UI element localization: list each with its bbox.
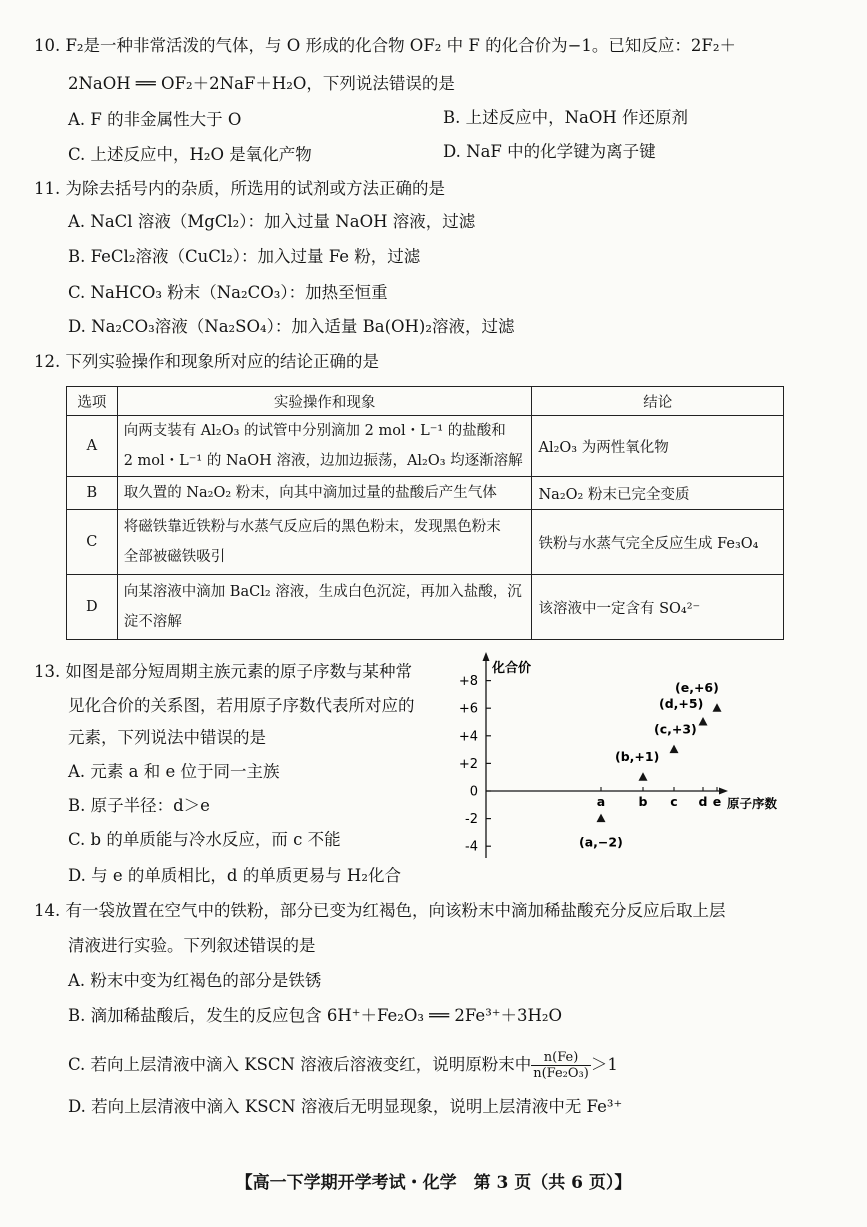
x-tick-label: e (712, 794, 722, 809)
data-point-marker (713, 703, 722, 712)
ratio-fraction (531, 1050, 591, 1081)
y-axis-arrow (483, 652, 490, 661)
data-point-label: (e,+6) (675, 680, 719, 696)
y-axis-title: 化合价 (492, 661, 532, 676)
table-row (67, 510, 784, 575)
y-tick-label: +4 (458, 729, 478, 745)
q10-option-c: C. 上述反应中，H₂O 是氧化产物 (68, 145, 312, 164)
q14-option-c (68, 1048, 618, 1082)
x-tick-label: d (698, 794, 708, 809)
header-option: 选项 (67, 387, 118, 416)
row-operation (117, 510, 532, 575)
q11-option-b: B. FeCl₂溶液（CuCl₂）：加入过量 Fe 粉，过滤 (68, 247, 421, 266)
y-tick-label: +6 (458, 701, 478, 717)
q10-option-b: B. 上述反应中，NaOH 作还原剂 (443, 108, 689, 127)
q10-stem-line2: 2NaOH ══ OF₂＋2NaF＋H₂O，下列说法错误的是 (68, 74, 455, 93)
row-conclusion: Al₂O₃ 为两性氧化物 (532, 416, 784, 477)
q13-option-a: A. 元素 a 和 e 位于同一主族 (68, 762, 280, 781)
data-point-label: (b,+1) (615, 749, 660, 765)
data-points (579, 680, 722, 849)
row-option: D (67, 575, 118, 640)
table-header-row (67, 387, 784, 416)
header-operation: 实验操作和现象 (117, 387, 532, 416)
row-conclusion: 铁粉与水蒸气完全反应生成 Fe₃O₄ (532, 510, 784, 575)
data-point-marker (639, 772, 648, 781)
y-tick-label: -2 (465, 812, 478, 828)
q13-stem-line2: 见化合价的关系图，若用原子序数代表所对应的 (68, 696, 415, 715)
x-ticks (597, 787, 721, 809)
q13-option-d: D. 与 e 的单质相比，d 的单质更易与 H₂化合 (68, 866, 401, 885)
row-conclusion: Na₂O₂ 粉末已完全变质 (532, 477, 784, 510)
q13-option-c: C. b 的单质能与冷水反应，而 c 不能 (68, 830, 341, 849)
y-tick-label: 0 (469, 784, 478, 800)
q14-stem-line2: 清液进行实验。下列叙述错误的是 (68, 936, 316, 955)
table-row (67, 477, 784, 510)
row-option: B (67, 477, 118, 510)
table-row (67, 416, 784, 477)
row-operation-line: 淀不溶解 (123, 614, 182, 630)
experiment-table (66, 386, 784, 640)
q14-stem-line1: 14. 有一袋放置在空气中的铁粉，部分已变为红褐色，向该粉末中滴加稀盐酸充分反应后取上层 (34, 901, 726, 920)
row-option: A (67, 416, 118, 477)
row-operation-line: 全部被磁铁吸引 (123, 549, 226, 565)
y-tick-label: +2 (458, 756, 478, 772)
data-point-marker (699, 717, 708, 726)
data-point-marker (670, 745, 679, 754)
q10-option-d: D. NaF 中的化学键为离子键 (443, 142, 656, 161)
row-operation-line: 向某溶液中滴加 BaCl₂ 溶液，生成白色沉淀，再加入盐酸，沉 (123, 584, 522, 600)
row-option: C (67, 510, 118, 575)
y-tick-label: +8 (458, 674, 478, 690)
data-point-label: (c,+3) (654, 721, 697, 737)
row-conclusion: 该溶液中一定含有 SO₄²⁻ (532, 575, 784, 640)
x-tick-label: c (670, 794, 678, 809)
data-point-marker (597, 814, 606, 823)
x-axis-title: 原子序数 (727, 796, 778, 811)
ratio-denominator: n(Fe₂O₃) (533, 1066, 589, 1081)
row-operation (117, 575, 532, 640)
q14-option-d: D. 若向上层清液中滴入 KSCN 溶液后无明显现象，说明上层清液中无 Fe³⁺ (68, 1097, 623, 1116)
q13-stem-line1: 13. 如图是部分短周期主族元素的原子序数与某种常 (34, 662, 412, 681)
q14-option-a: A. 粉末中变为红褐色的部分是铁锈 (68, 971, 322, 990)
q13-option-b: B. 原子半径：d＞e (68, 796, 210, 815)
page-footer: 【高一下学期开学考试・化学 第 3 页（共 6 页）】 (235, 1173, 632, 1193)
row-operation-line: 2 mol・L⁻¹ 的 NaOH 溶液，边加边振荡，Al₂O₃ 均逐渐溶解 (123, 453, 523, 469)
row-operation-line: 向两支装有 Al₂O₃ 的试管中分别滴加 2 mol・L⁻¹ 的盐酸和 (123, 423, 506, 439)
ratio-numerator: n(Fe) (531, 1050, 591, 1066)
q14-option-c-text: C. 若向上层清液中滴入 KSCN 溶液后溶液变红，说明原粉末中 (68, 1055, 532, 1074)
header-conclusion: 结论 (532, 387, 784, 416)
x-tick-label: a (596, 794, 606, 809)
row-operation (117, 416, 532, 477)
q10-stem-line1: 10. F₂是一种非常活泼的气体，与 O 形成的化合物 OF₂ 中 F 的化合价为−1。已知反应：2F₂＋ (34, 36, 736, 55)
valence-chart (440, 650, 800, 865)
q11-stem: 11. 为除去括号内的杂质，所选用的试剂或方法正确的是 (34, 179, 445, 198)
q12-stem: 12. 下列实验操作和现象所对应的结论正确的是 (34, 352, 379, 371)
table-row (67, 575, 784, 640)
data-point-label: (a,−2) (579, 834, 623, 850)
row-operation: 取久置的 Na₂O₂ 粉末，向其中滴加过量的盐酸后产生气体 (117, 477, 532, 510)
q11-option-a: A. NaCl 溶液（MgCl₂）：加入过量 NaOH 溶液，过滤 (68, 212, 476, 231)
q11-option-c: C. NaHCO₃ 粉末（Na₂CO₃）：加热至恒重 (68, 283, 388, 302)
q14-option-b: B. 滴加稀盐酸后，发生的反应包含 6H⁺＋Fe₂O₃ ══ 2Fe³⁺＋3H₂O (68, 1006, 563, 1025)
q10-option-a: A. F 的非金属性大于 O (68, 110, 242, 129)
x-tick-label: b (638, 794, 648, 809)
q11-option-d: D. Na₂CO₃溶液（Na₂SO₄）：加入适量 Ba(OH)₂溶液，过滤 (68, 317, 515, 336)
y-tick-label: -4 (465, 839, 478, 855)
row-operation-line: 将磁铁靠近铁粉与水蒸气反应后的黑色粉末，发现黑色粉末 (123, 519, 501, 535)
q14-option-c-suffix: ＞1 (590, 1055, 618, 1074)
data-point-label: (d,+5) (659, 696, 704, 711)
q13-stem-line3: 元素，下列说法中错误的是 (68, 728, 266, 747)
